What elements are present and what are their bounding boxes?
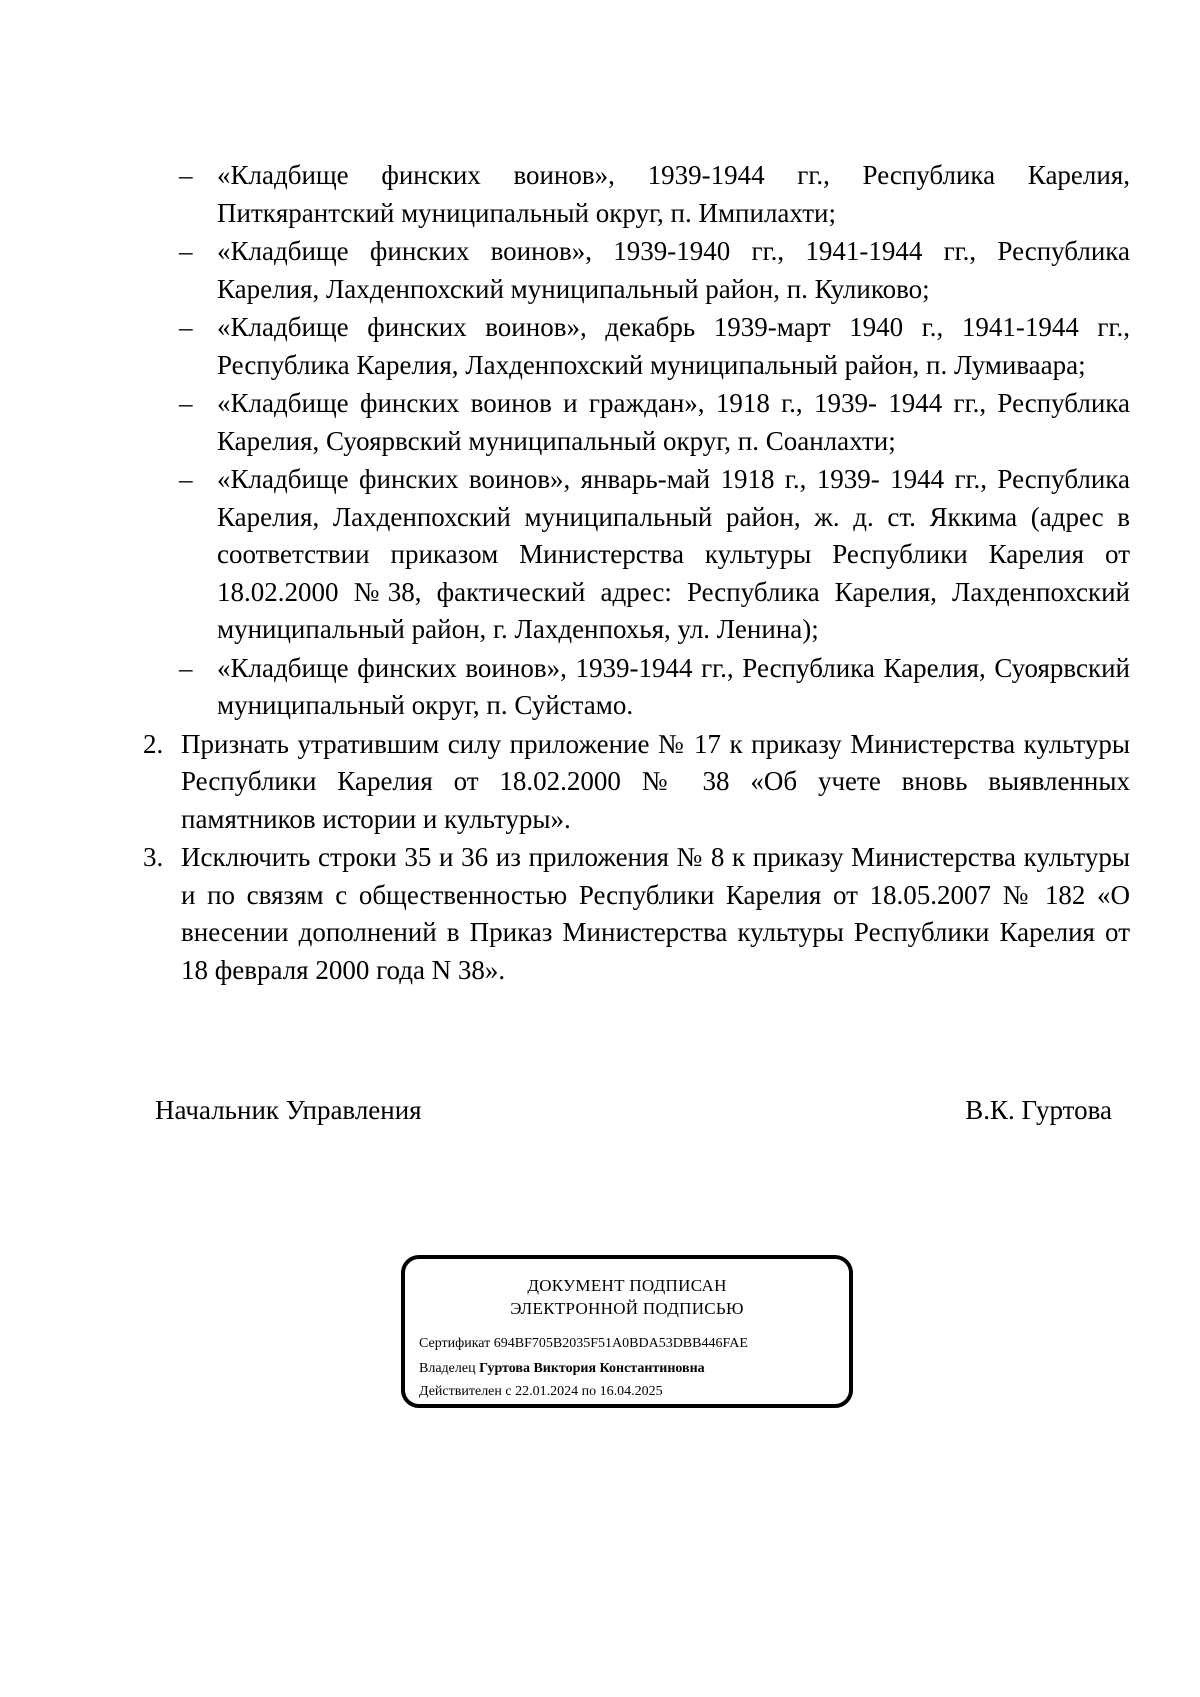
- stamp-certificate: [419, 1335, 748, 1353]
- stamp-owner: [419, 1360, 705, 1378]
- point-number: 3.: [143, 842, 164, 872]
- stamp-title: [405, 1274, 849, 1320]
- list-item: [143, 309, 1130, 384]
- list-dash: –: [179, 652, 193, 683]
- list-item-text: «Кладбище финских воинов», 1939-1944 гг., Республика Карелия, Питкярантский муниципальный округ, п. Импилахти;: [217, 160, 1130, 228]
- list-item: [143, 385, 1130, 460]
- list-dash: –: [179, 464, 193, 494]
- signer-position: Начальник Управления: [155, 1095, 422, 1125]
- stamp-title-line: ДОКУМЕНТ ПОДПИСАН: [527, 1276, 727, 1295]
- valid-to-label: по: [581, 1384, 597, 1399]
- list-dash: –: [179, 236, 193, 266]
- numbered-point: [143, 839, 1130, 989]
- list-item: [143, 233, 1130, 308]
- document-body: [143, 157, 1130, 990]
- point-text: Признать утратившим силу приложение № 17 к приказу Министерства культуры Республики Карелия от 18.02.2000 № 38 «Об учете вновь выявленных памятников истории и культуры».: [181, 728, 1130, 834]
- list-item-text: «Кладбище финских воинов и граждан», 1918 г., 1939- 1944 гг., Республика Карелия, Суоярвский муниципальный округ, п. Соанлахти;: [217, 388, 1130, 456]
- signer-name: В.К. Гуртова: [965, 1095, 1112, 1125]
- valid-from: 22.01.2024: [515, 1384, 579, 1399]
- owner-label: Владелец: [419, 1361, 476, 1376]
- valid-label: Действителен с: [419, 1384, 512, 1399]
- stamp-title-line: ЭЛЕКТРОННОЙ ПОДПИСЬЮ: [510, 1299, 744, 1318]
- stamp-validity: [419, 1383, 663, 1401]
- list-dash: –: [179, 312, 193, 342]
- list-dash: –: [179, 160, 193, 190]
- list-item: [143, 650, 1130, 725]
- point-number: 2.: [143, 728, 164, 759]
- list-item: [143, 461, 1130, 649]
- list-item-text: «Кладбище финских воинов», январь-май 1918 г., 1939- 1944 гг., Республика Карелия, Лахденпохский муниципальный район, ж. д. ст. Яккима (адрес в соответствии приказом Министерства культуры Республики Карелия от 18.02.2000 №38, фактический адрес: Республика Карелия, Лахденпохский муниципальный район, г. Лахденпохья, ул. Ленина);: [217, 464, 1130, 644]
- valid-to: 16.04.2025: [599, 1384, 663, 1399]
- numbered-point: [143, 726, 1130, 839]
- point-text: Исключить строки 35 и 36 из приложения № 8 к приказу Министерства культуры и по связям с общественностью Республики Карелия от 18.05.2007 № 182 «О внесении дополнений в Приказ Министерства культуры Республики Карелия от 18 февраля 2000 года N 38».: [181, 842, 1130, 985]
- list-item-text: «Кладбище финских воинов», 1939-1944 гг., Республика Карелия, Суоярвский муниципальный округ, п. Суйстамо.: [217, 652, 1130, 720]
- electronic-signature-stamp: [401, 1255, 853, 1408]
- list-item-text: «Кладбище финских воинов», декабрь 1939-март 1940 г., 1941-1944 гг., Республика Карелия, Лахденпохский муниципальный район, п. Лумиваара;: [217, 312, 1130, 380]
- owner-value: Гуртова Виктория Константиновна: [479, 1361, 705, 1376]
- list-item: [143, 157, 1130, 232]
- certificate-value: 694BF705B2035F51A0BDA53DBB446FAE: [493, 1336, 748, 1351]
- certificate-label: Сертификат: [419, 1336, 491, 1351]
- list-dash: –: [179, 388, 193, 418]
- list-item-text: «Кладбище финских воинов», 1939-1940 гг., 1941-1944 гг., Республика Карелия, Лахденпохский муниципальный район, п. Куликово;: [217, 236, 1130, 304]
